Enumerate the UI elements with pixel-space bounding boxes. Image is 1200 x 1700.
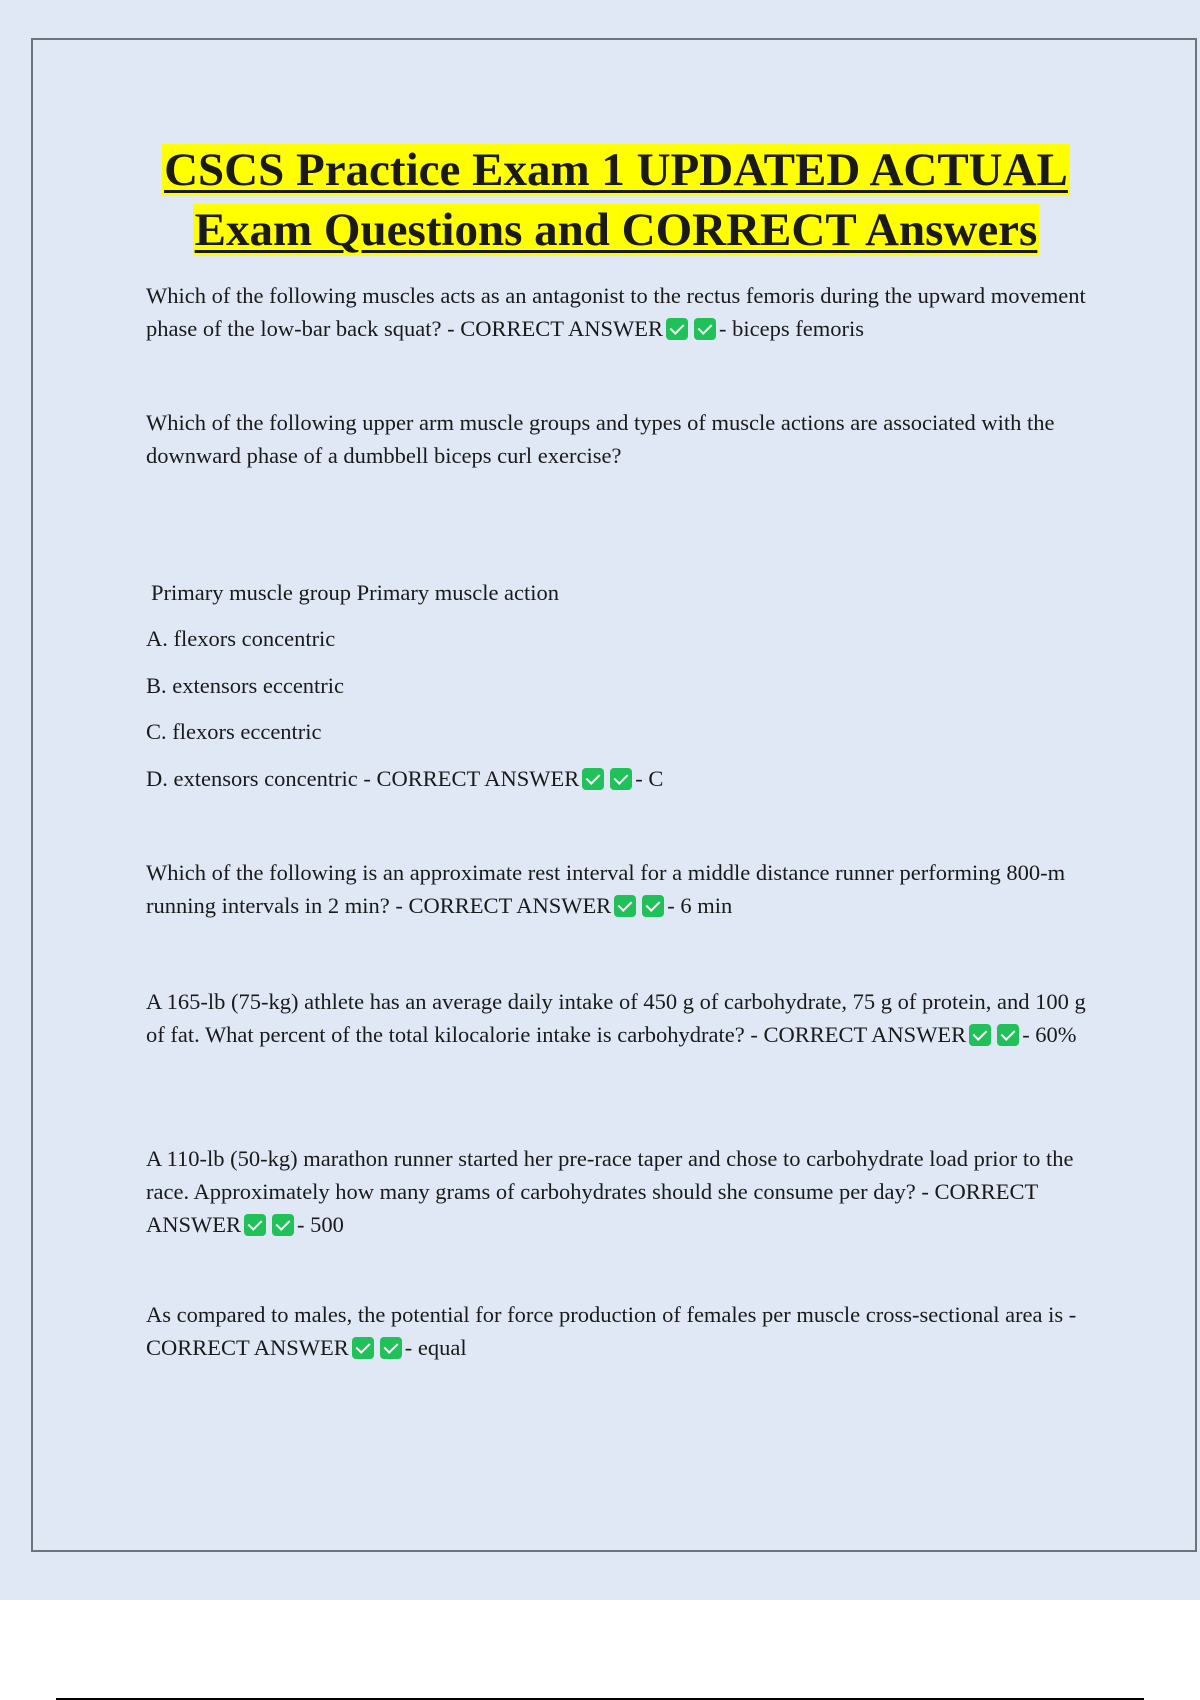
check-icon [244,1214,266,1236]
question-text [146,1142,1096,1241]
question-text [146,279,1096,345]
option-a: A. flexors concentric [146,626,336,651]
check-icon [352,1337,374,1359]
question-6 [146,1298,1096,1364]
question-text [146,856,1096,922]
question-1 [146,279,1096,345]
question-text [146,985,1096,1051]
question-prefix: A 165-lb (75-kg) athlete has an average daily intake of 450 g of carbohydrate, 75 g of protein, and 100 g of fat. What percent of the total kilocalorie intake is carbohydrate? - CORRECT ANSWER [146,989,1086,1047]
title-line-1: CSCS Practice Exam 1 UPDATED ACTUAL [164,144,1068,196]
option-c: C. flexors eccentric [146,719,322,744]
title-line-2: Exam Questions and CORRECT Answers [194,204,1038,256]
question-4 [146,985,1096,1051]
question-2-option-b [146,669,1096,702]
check-icon [272,1214,294,1236]
check-icon [614,895,636,917]
answer-text: - equal [404,1335,467,1360]
check-icon [694,318,716,340]
option-d [146,762,1096,795]
answer-text: - C [635,766,664,791]
option-d-prefix: D. extensors concentric - CORRECT ANSWER [146,766,580,791]
answer-text: - biceps femoris [719,316,864,341]
answer-text: - 6 min [667,893,733,918]
question-prefix: A 110-lb (50-kg) marathon runner started her pre-race taper and chose to carbohydrate load prior to the race. Approximately how many grams of carbohydrates should she consume per day? - CORRECT ANSWER [146,1146,1074,1237]
document-title [0,140,1200,260]
answer-text: - 500 [297,1212,344,1237]
table-header: Primary muscle group Primary muscle action [151,580,560,605]
question-prefix: Which of the following muscles acts as an antagonist to the rectus femoris during the upward movement phase of the low-bar back squat? - CORRECT ANSWER [146,283,1086,341]
question-text: Which of the following upper arm muscle groups and types of muscle actions are associated with the downward phase of a dumbbell biceps curl exercise? [146,410,1055,468]
question-prefix: Which of the following is an approximate rest interval for a middle distance runner performing 800-m running intervals in 2 min? - CORRECT ANSWER [146,860,1066,918]
option-b: B. extensors eccentric [146,673,345,698]
question-2-option-c [146,715,1096,748]
check-icon [666,318,688,340]
answer-text: - 60% [1022,1022,1077,1047]
check-icon [997,1024,1019,1046]
question-3 [146,856,1096,922]
question-2-table-header [151,576,1101,609]
check-icon [610,768,632,790]
check-icon [642,895,664,917]
question-2 [146,406,1096,472]
check-icon [380,1337,402,1359]
check-icon [582,768,604,790]
question-prefix: As compared to males, the potential for force production of females per muscle cross-sectional area is - CORRECT ANSWER [146,1302,1077,1360]
check-icon [969,1024,991,1046]
question-2-option-d [146,762,1096,795]
question-text [146,1298,1096,1364]
question-5 [146,1142,1096,1241]
question-2-option-a [146,622,1096,655]
